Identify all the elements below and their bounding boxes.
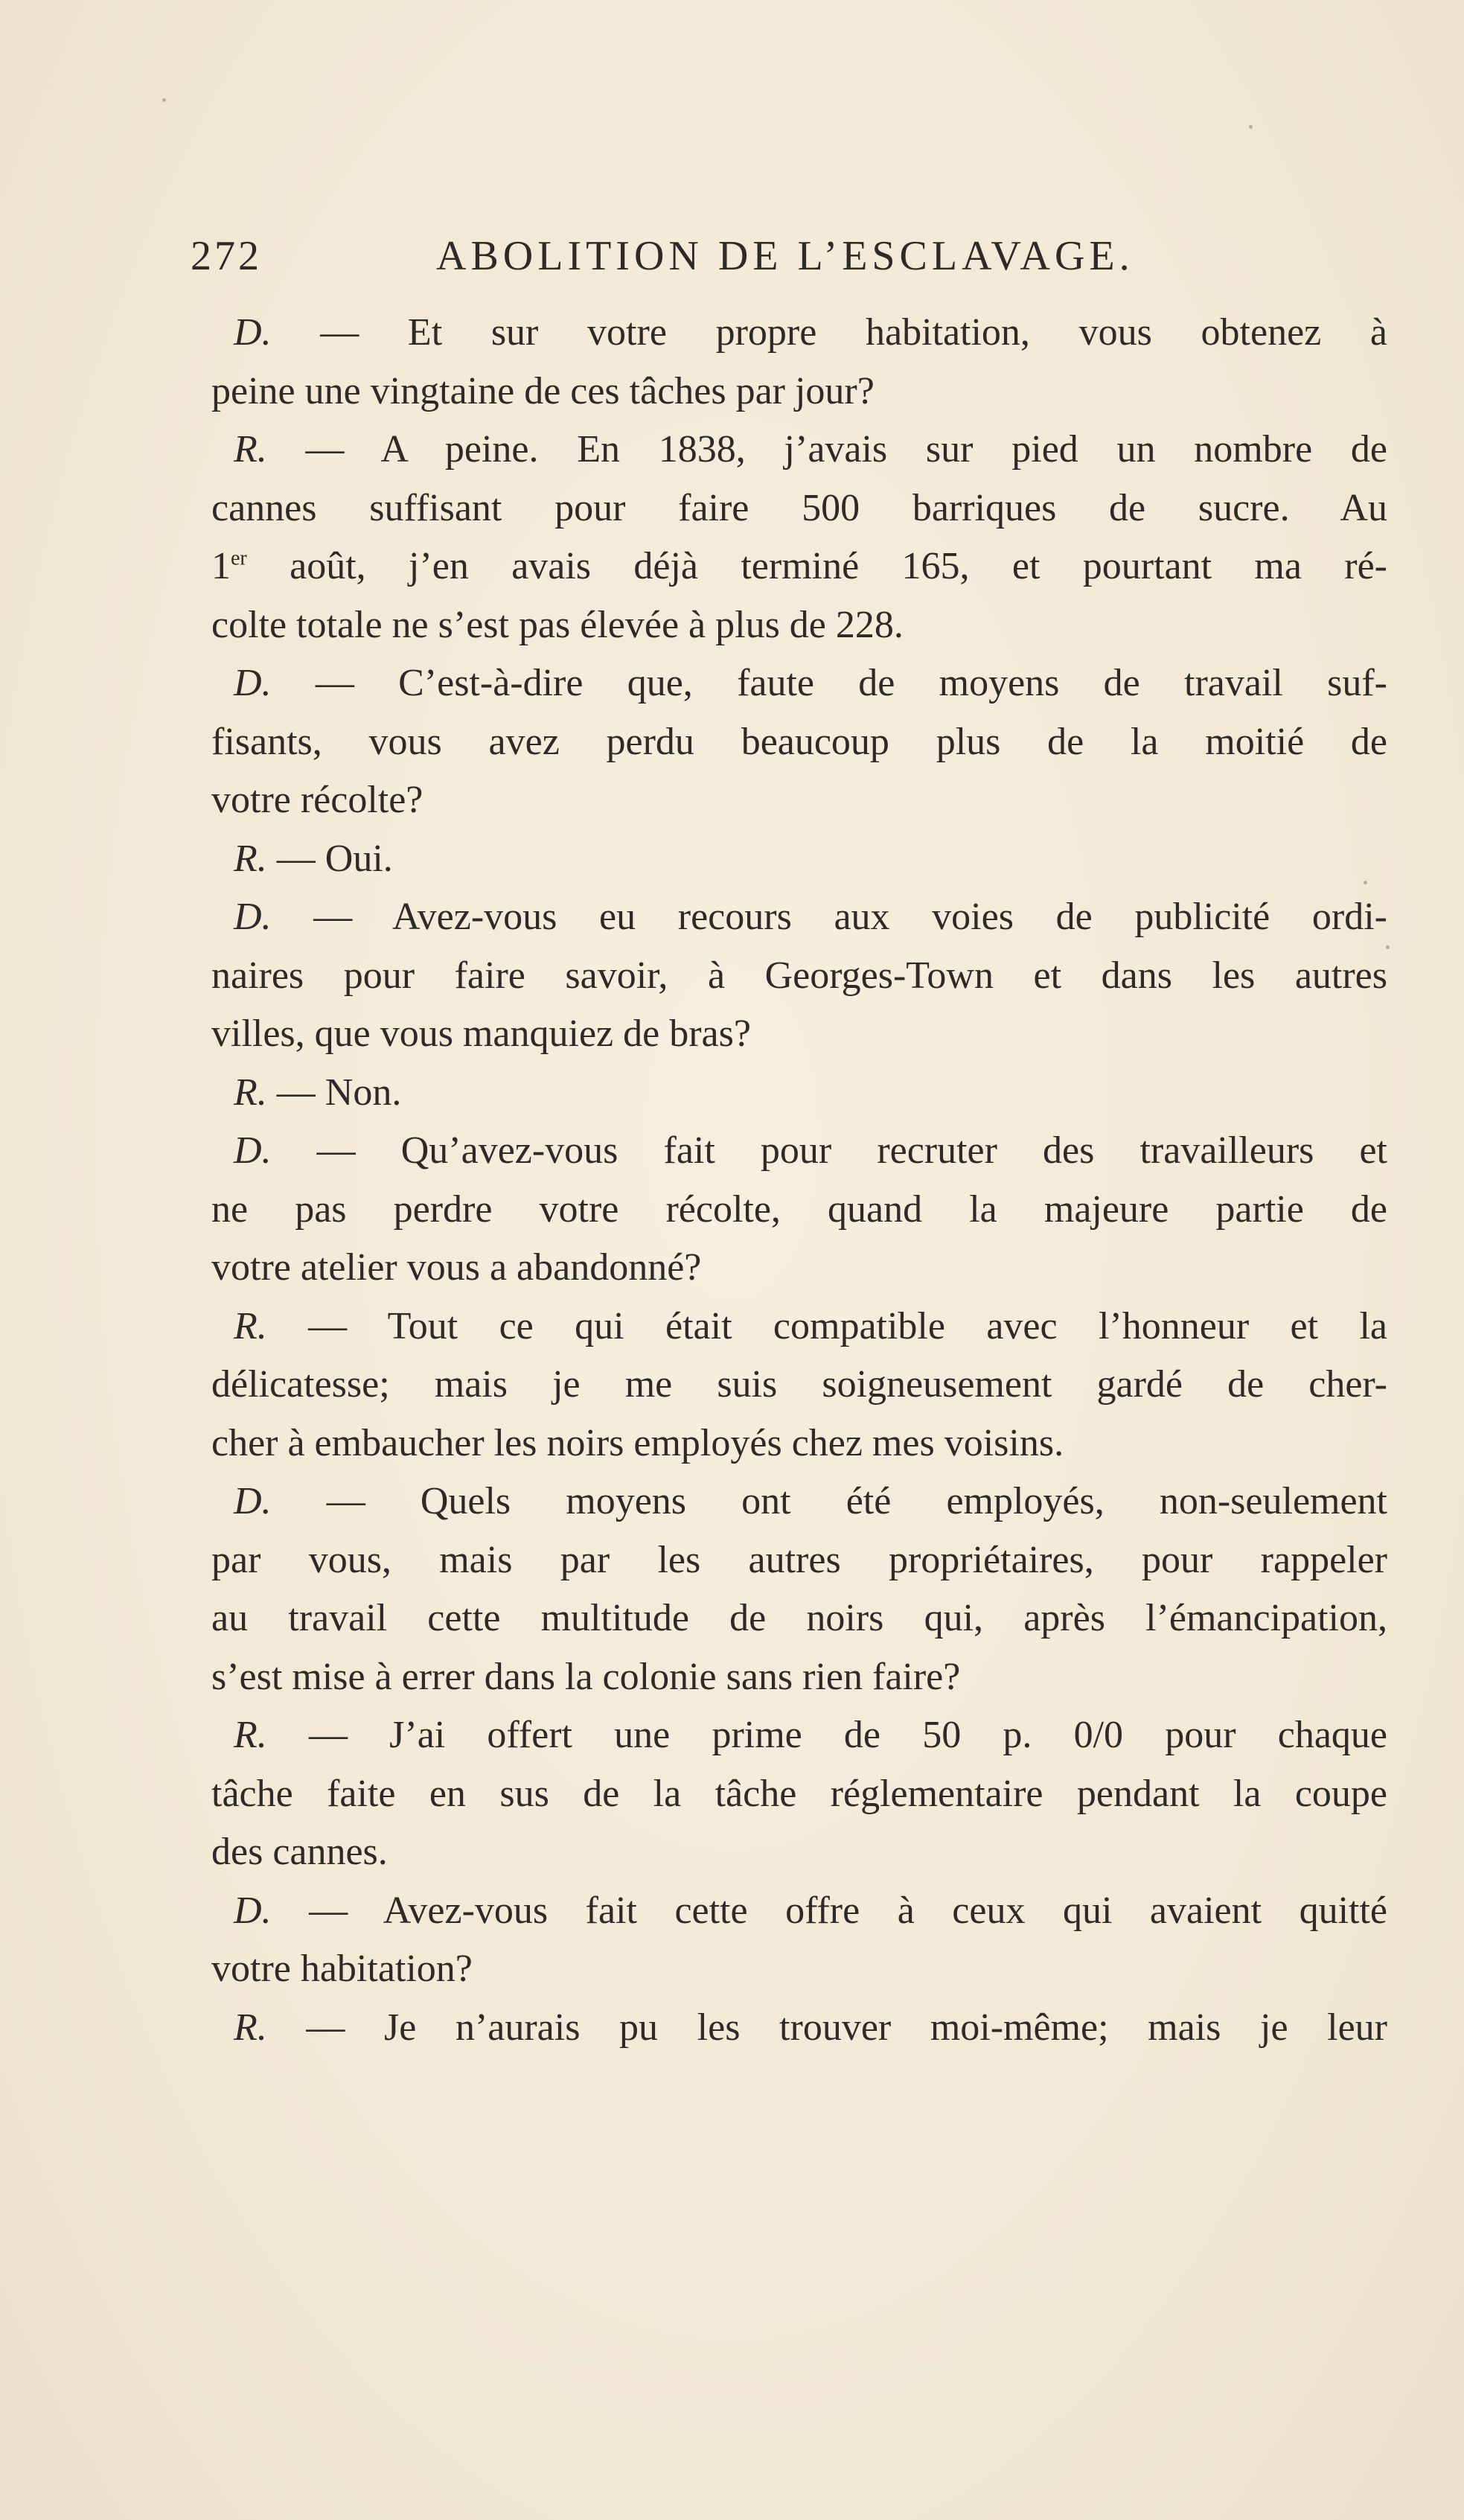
text-line bbox=[211, 830, 1387, 889]
text-line bbox=[211, 304, 1387, 363]
line-text: — Je n’aurais pu les trouver moi-même; mais je leur bbox=[266, 2006, 1387, 2049]
text-line bbox=[211, 1589, 1387, 1648]
text-line bbox=[211, 1356, 1387, 1414]
text-line bbox=[211, 1999, 1387, 2058]
line-text: — Quels moyens ont été employés, non-seulement bbox=[271, 1480, 1387, 1522]
text-line bbox=[211, 1531, 1387, 1590]
line-text: villes, que vous manquiez de bras? bbox=[211, 1012, 751, 1055]
line-text: — Avez-vous eu recours aux voies de publicité ordi- bbox=[271, 896, 1387, 938]
speaker-label: D. bbox=[234, 1480, 272, 1522]
line-text: des cannes. bbox=[211, 1831, 388, 1873]
paper-speck bbox=[1249, 125, 1253, 129]
text-line bbox=[211, 713, 1387, 772]
text-line bbox=[211, 1882, 1387, 1941]
page-number: 272 bbox=[191, 233, 262, 279]
line-text: — Et sur votre propre habitation, vous obtenez à bbox=[271, 311, 1387, 354]
line-text: — Qu’avez-vous fait pour recruter des travailleurs et bbox=[271, 1129, 1387, 1172]
text-line bbox=[211, 596, 1387, 655]
paper-speck bbox=[162, 98, 166, 102]
text-line bbox=[211, 1706, 1387, 1765]
speaker-label: D. bbox=[234, 1889, 272, 1932]
line-text: colte totale ne s’est pas élevée à plus de 228. bbox=[211, 603, 904, 646]
text-line bbox=[211, 947, 1387, 1006]
line-text: — A peine. En 1838, j’avais sur pied un nombre de bbox=[266, 428, 1387, 470]
speaker-label: R. bbox=[234, 428, 267, 470]
line-text: cher à embaucher les noirs employés chez mes voisins. bbox=[211, 1421, 1064, 1464]
line-text: — Oui. bbox=[266, 837, 393, 880]
line-text: — C’est-à-dire que, faute de moyens de travail suf- bbox=[271, 662, 1387, 704]
text-line bbox=[211, 1122, 1387, 1181]
speaker-label: R. bbox=[234, 1304, 267, 1347]
line-text: votre atelier vous a abandonné? bbox=[211, 1246, 702, 1289]
paper-speck bbox=[1386, 945, 1390, 949]
line-text: votre récolte? bbox=[211, 779, 423, 821]
text-line bbox=[211, 654, 1387, 713]
text-line bbox=[211, 1181, 1387, 1240]
text-line bbox=[211, 1239, 1387, 1298]
line-text: s’est mise à errer dans la colonie sans rien faire? bbox=[211, 1655, 961, 1698]
line-text: cannes suffisant pour faire 500 barriques de sucre. Au bbox=[211, 486, 1387, 529]
line-text: tâche faite en sus de la tâche réglementaire pendant la coupe bbox=[211, 1772, 1387, 1815]
speaker-label: D. bbox=[234, 896, 272, 938]
body-text bbox=[211, 304, 1387, 2057]
speaker-label: D. bbox=[234, 1129, 272, 1172]
text-line bbox=[211, 1005, 1387, 1064]
text-line bbox=[211, 1473, 1387, 1531]
text-line bbox=[211, 363, 1387, 421]
speaker-label: D. bbox=[234, 311, 272, 354]
text-line bbox=[211, 888, 1387, 947]
speaker-label: D. bbox=[234, 662, 272, 704]
text-line bbox=[211, 1414, 1387, 1473]
speaker-label: R. bbox=[234, 2006, 267, 2049]
line-text: — Tout ce qui était compatible avec l’honneur et la bbox=[266, 1304, 1387, 1347]
line-text: — J’ai offert une prime de 50 p. 0/0 pour chaque bbox=[266, 1714, 1387, 1756]
text-line bbox=[211, 1298, 1387, 1356]
speaker-label: R. bbox=[234, 1714, 267, 1756]
text-line bbox=[211, 1823, 1387, 1882]
line-text: naires pour faire savoir, à Georges-Town et dans les autres bbox=[211, 954, 1387, 997]
text-line bbox=[211, 771, 1387, 830]
line-text: ne pas perdre votre récolte, quand la majeure partie de bbox=[211, 1187, 1387, 1231]
line-text: au travail cette multitude de noirs qui, après l’émancipation, bbox=[211, 1597, 1387, 1639]
line-text: fisants, vous avez perdu beaucoup plus de la moitié de bbox=[211, 720, 1387, 763]
running-header bbox=[191, 225, 1188, 292]
line-text: par vous, mais par les autres propriétaires, pour rappeler bbox=[211, 1538, 1387, 1581]
line-text: peine une vingtaine de ces tâches par jour? bbox=[211, 369, 875, 412]
paper-speck bbox=[1364, 881, 1367, 884]
speaker-label: R. bbox=[234, 1071, 267, 1114]
text-line bbox=[211, 421, 1387, 479]
line-text: — Avez-vous fait cette offre à ceux qui avaient quitté bbox=[271, 1889, 1387, 1932]
text-line bbox=[211, 479, 1387, 538]
speaker-label: R. bbox=[234, 837, 267, 880]
line-text: août, j’en avais déjà terminé 165, et pourtant ma ré- bbox=[246, 545, 1387, 587]
text-line bbox=[211, 538, 1387, 596]
running-title: ABOLITION DE L’ESCLAVAGE. bbox=[436, 233, 1134, 279]
line-text: votre habitation? bbox=[211, 1948, 473, 1990]
ordinal-superscript: er bbox=[231, 546, 247, 570]
day-number: 1 bbox=[211, 545, 231, 587]
text-line bbox=[211, 1648, 1387, 1707]
line-text: — Non. bbox=[266, 1071, 402, 1114]
text-line bbox=[211, 1765, 1387, 1824]
text-line bbox=[211, 1064, 1387, 1123]
line-text: délicatesse; mais je me suis soigneusement gardé de cher- bbox=[211, 1363, 1387, 1406]
text-line bbox=[211, 1940, 1387, 1999]
